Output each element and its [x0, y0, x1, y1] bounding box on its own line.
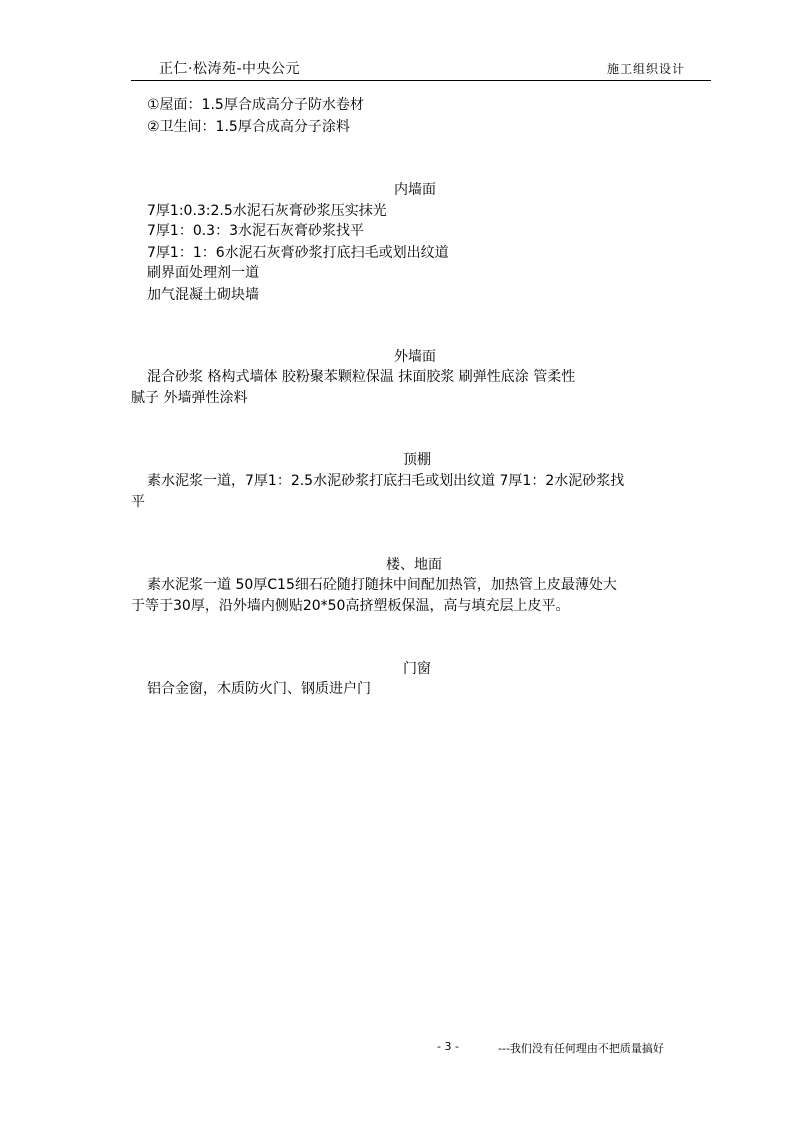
- outer-wall-line-2: 腻子 外墙弹性涂料: [131, 390, 248, 406]
- roof-waterproof-line-2: ②卫生间：1.5厚合成高分子涂料: [147, 119, 350, 135]
- section-title-doors-windows: 门窗: [403, 661, 431, 677]
- floor-line-2: 于等于30厚，沿外墙内侧贴20*50高挤塑板保温，高与填充层上皮平。: [131, 598, 570, 614]
- header-document-type: 施工组织设计: [606, 62, 685, 76]
- roof-waterproof-line-1: ①屋面：1.5厚合成高分子防水卷材: [147, 97, 364, 113]
- inner-wall-line-5: 加气混凝土砌块墙: [147, 287, 259, 303]
- inner-wall-line-3: 7厚1：1：6水泥石灰膏砂浆打底扫毛或划出纹道: [147, 245, 449, 261]
- floor-line-1: 素水泥浆一道 50厚C15细石砼随打随抹中间配加热管，加热管上皮最薄处大: [147, 577, 617, 593]
- section-title-ceiling: 顶棚: [403, 452, 431, 468]
- doors-windows-line-1: 铝合金窗，木质防火门、钢质进户门: [147, 681, 371, 697]
- inner-wall-line-4: 刷界面处理剂一道: [147, 265, 259, 281]
- section-title-inner-wall: 内墙面: [394, 182, 436, 198]
- ceiling-line-1: 素水泥浆一道，7厚1：2.5水泥砂浆打底扫毛或划出纹道 7厚1：2水泥砂浆找: [147, 473, 625, 489]
- section-title-floor: 楼、地面: [386, 557, 442, 573]
- outer-wall-line-1: 混合砂浆 格构式墙体 胶粉聚苯颗粒保温 抹面胶浆 刷弹性底涂 管柔性: [147, 369, 576, 385]
- page-header: [131, 54, 711, 81]
- header-project-name: 正仁·松涛苑-中央公元: [159, 61, 301, 77]
- ceiling-line-2: 平: [131, 494, 145, 510]
- page-number: - 3 -: [437, 1040, 459, 1053]
- footer-slogan: ---我们没有任何理由不把质量搞好: [498, 1042, 664, 1055]
- section-title-outer-wall: 外墙面: [394, 349, 436, 365]
- inner-wall-line-1: 7厚1:0.3:2.5水泥石灰膏砂浆压实抹光: [147, 203, 387, 219]
- inner-wall-line-2: 7厚1：0.3：3水泥石灰膏砂浆找平: [147, 223, 364, 239]
